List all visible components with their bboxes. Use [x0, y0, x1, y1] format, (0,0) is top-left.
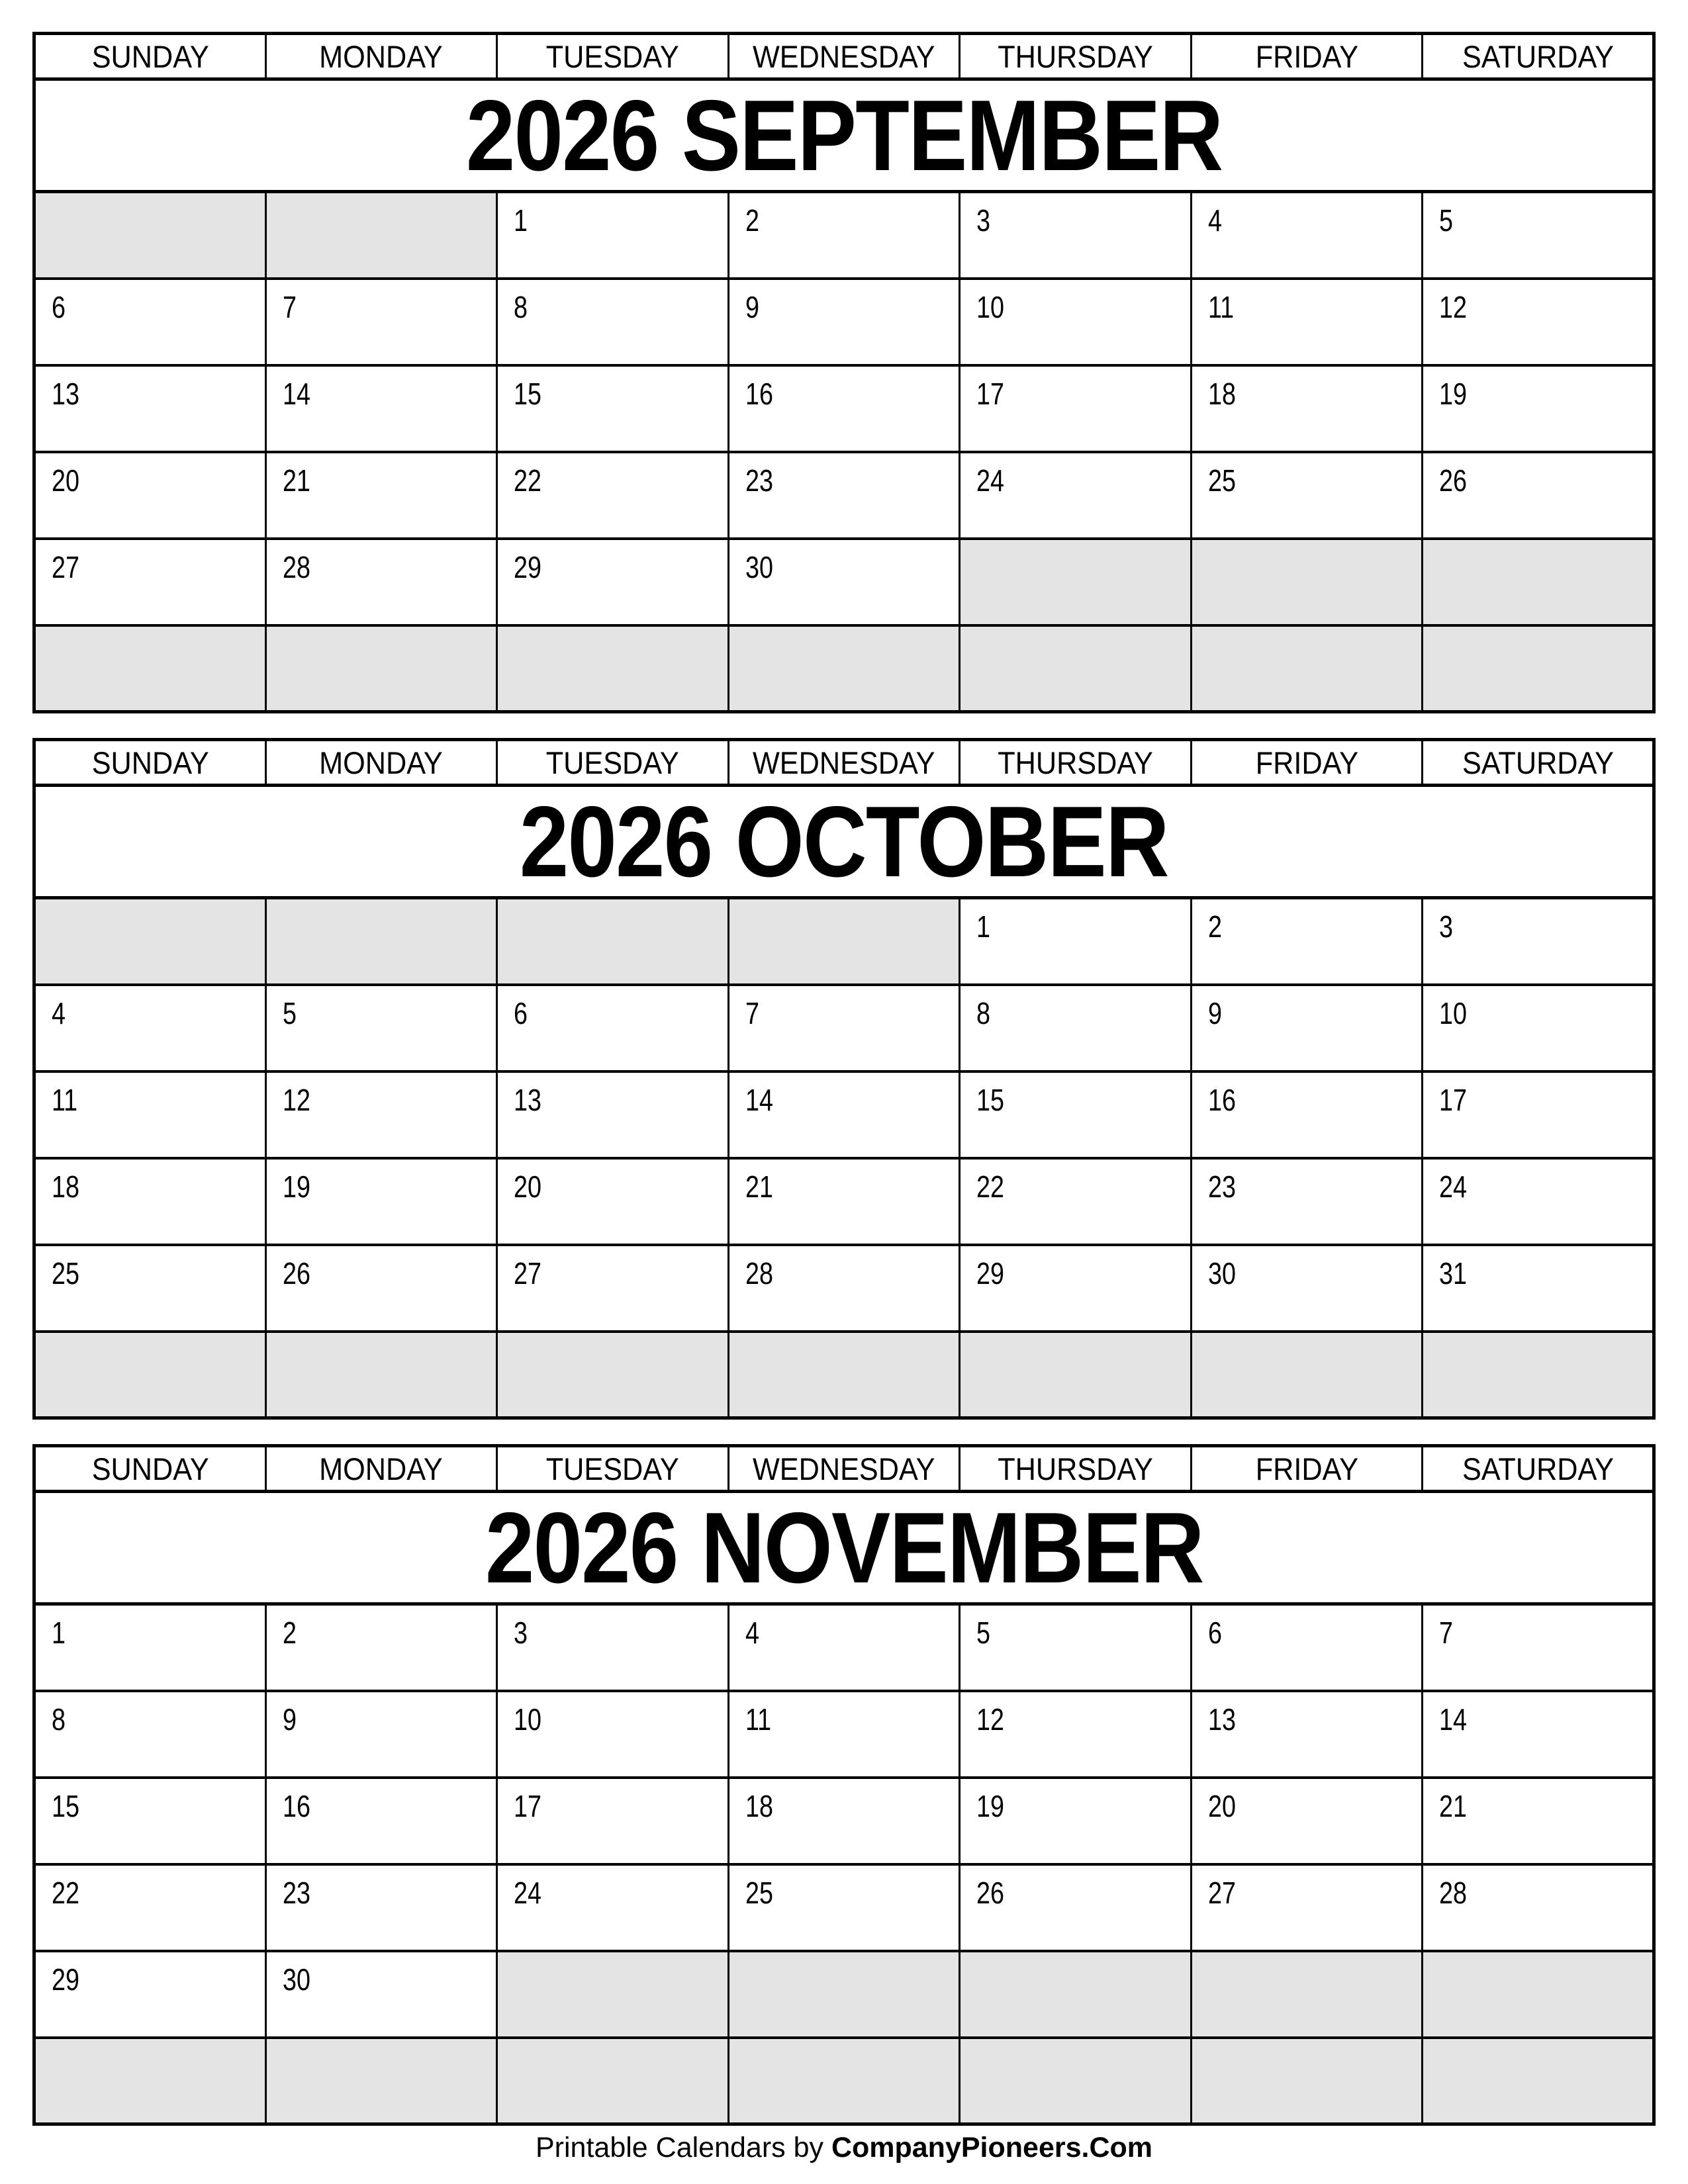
- day-number: 26: [282, 1255, 310, 1291]
- day-number: 28: [745, 1255, 773, 1291]
- day-cell: [728, 1864, 960, 1951]
- day-cell: [265, 1158, 497, 1245]
- day-number: 9: [282, 1702, 297, 1737]
- day-number: 14: [282, 376, 310, 411]
- week-row: [34, 452, 1654, 539]
- day-number: 21: [1439, 1788, 1468, 1823]
- empty-cell: [728, 1332, 960, 1418]
- day-number: 16: [282, 1788, 310, 1823]
- weekday-header-cell: [1423, 1446, 1654, 1492]
- day-cell: [34, 539, 266, 625]
- empty-cell: [1423, 1951, 1654, 2038]
- day-cell: [960, 1158, 1192, 1245]
- day-cell: [728, 1604, 960, 1691]
- day-cell: [497, 1604, 729, 1691]
- day-number: 13: [52, 376, 79, 411]
- empty-cell: [34, 192, 266, 279]
- day-number: 4: [52, 995, 66, 1030]
- day-number: 7: [745, 995, 759, 1030]
- day-number: 8: [514, 289, 528, 324]
- weekday-header-row: [34, 1446, 1654, 1492]
- day-cell: [497, 1778, 729, 1864]
- day-cell: [34, 1778, 266, 1864]
- day-number: 11: [52, 1082, 78, 1117]
- calendar-september-2026: [32, 32, 1656, 713]
- day-cell: [960, 1245, 1192, 1332]
- empty-cell: [1191, 1951, 1423, 2038]
- weekday-header-cell: [728, 740, 960, 786]
- day-cell: [34, 452, 266, 539]
- day-number: 28: [1439, 1875, 1468, 1910]
- day-number: 1: [52, 1615, 66, 1650]
- weekday-header-cell: [34, 1446, 266, 1492]
- day-cell: [34, 1691, 266, 1778]
- day-cell: [1423, 1778, 1654, 1864]
- empty-cell: [265, 2038, 497, 2124]
- empty-cell: [34, 898, 266, 985]
- empty-cell: [34, 1332, 266, 1418]
- weekday-label: FRIDAY: [1255, 745, 1358, 780]
- day-cell: [1191, 898, 1423, 985]
- empty-cell: [960, 1332, 1192, 1418]
- day-cell: [497, 985, 729, 1071]
- day-cell: [728, 539, 960, 625]
- empty-cell: [728, 1951, 960, 2038]
- day-cell: [1191, 365, 1423, 452]
- day-number: 18: [745, 1788, 773, 1823]
- day-cell: [265, 1951, 497, 2038]
- day-number: 15: [52, 1788, 79, 1823]
- day-cell: [728, 192, 960, 279]
- weekday-header-cell: [960, 1446, 1192, 1492]
- day-number: 20: [1207, 1788, 1236, 1823]
- day-number: 1: [514, 203, 528, 238]
- day-number: 16: [745, 376, 773, 411]
- weekday-header-cell: [728, 34, 960, 79]
- empty-cell: [728, 625, 960, 712]
- weekday-label: MONDAY: [319, 745, 444, 780]
- day-cell: [265, 539, 497, 625]
- weekday-header-cell: [497, 1446, 729, 1492]
- weekday-header-cell: [1191, 1446, 1423, 1492]
- day-cell: [497, 452, 729, 539]
- day-cell: [728, 365, 960, 452]
- day-number: 7: [1439, 1615, 1454, 1650]
- day-number: 13: [1207, 1702, 1236, 1737]
- day-cell: [960, 452, 1192, 539]
- day-cell: [960, 985, 1192, 1071]
- empty-cell: [960, 539, 1192, 625]
- month-title: 2026 NOVEMBER: [485, 1491, 1203, 1604]
- day-cell: [497, 1691, 729, 1778]
- day-cell: [960, 1604, 1192, 1691]
- day-cell: [1423, 192, 1654, 279]
- day-cell: [728, 1158, 960, 1245]
- day-number: 9: [745, 289, 759, 324]
- day-cell: [1423, 365, 1654, 452]
- weekday-header-cell: [34, 740, 266, 786]
- day-number: 23: [745, 463, 773, 498]
- week-row: [34, 1691, 1654, 1778]
- week-row: [34, 625, 1654, 712]
- day-cell: [960, 1071, 1192, 1158]
- day-number: 19: [282, 1169, 310, 1204]
- empty-cell: [265, 898, 497, 985]
- day-cell: [960, 279, 1192, 365]
- day-number: 18: [1207, 376, 1236, 411]
- weekday-label: WEDNESDAY: [753, 38, 935, 74]
- weekday-label: SUNDAY: [91, 745, 209, 780]
- day-cell: [34, 1951, 266, 2038]
- empty-cell: [1423, 2038, 1654, 2124]
- week-row: [34, 2038, 1654, 2124]
- day-cell: [1423, 1604, 1654, 1691]
- day-cell: [265, 1691, 497, 1778]
- day-cell: [728, 985, 960, 1071]
- weekday-header-cell: [265, 34, 497, 79]
- week-row: [34, 1332, 1654, 1418]
- day-cell: [960, 1864, 1192, 1951]
- weekday-header-cell: [497, 34, 729, 79]
- day-number: 8: [976, 995, 991, 1030]
- week-row: [34, 539, 1654, 625]
- day-number: 30: [1207, 1255, 1236, 1291]
- empty-cell: [497, 1332, 729, 1418]
- week-row: [34, 1864, 1654, 1951]
- day-number: 30: [745, 549, 773, 584]
- week-row: [34, 1245, 1654, 1332]
- day-cell: [1423, 1245, 1654, 1332]
- day-cell: [1423, 1864, 1654, 1951]
- day-cell: [960, 365, 1192, 452]
- day-number: 27: [514, 1255, 542, 1291]
- week-row: [34, 279, 1654, 365]
- day-cell: [960, 192, 1192, 279]
- empty-cell: [1191, 1332, 1423, 1418]
- day-cell: [960, 898, 1192, 985]
- day-cell: [1423, 1691, 1654, 1778]
- week-row: [34, 1604, 1654, 1691]
- day-number: 15: [514, 376, 542, 411]
- empty-cell: [960, 2038, 1192, 2124]
- weekday-label: SUNDAY: [91, 1451, 209, 1486]
- day-number: 22: [514, 463, 542, 498]
- month-title-row: [34, 786, 1654, 898]
- empty-cell: [34, 2038, 266, 2124]
- footer-text: [0, 2130, 1688, 2167]
- weekday-header-cell: [265, 740, 497, 786]
- month-title-cell: [34, 786, 1654, 898]
- day-cell: [960, 1778, 1192, 1864]
- day-cell: [1423, 452, 1654, 539]
- day-cell: [1191, 985, 1423, 1071]
- day-number: 14: [745, 1082, 773, 1117]
- weekday-label: SUNDAY: [91, 38, 209, 74]
- day-number: 29: [52, 1962, 79, 1997]
- day-cell: [497, 1071, 729, 1158]
- week-row: [34, 1071, 1654, 1158]
- day-number: 21: [745, 1169, 773, 1204]
- day-number: 31: [1439, 1255, 1468, 1291]
- day-number: 2: [745, 203, 759, 238]
- week-row: [34, 898, 1654, 985]
- weekday-header-cell: [497, 740, 729, 786]
- day-number: 4: [1207, 203, 1222, 238]
- day-number: 10: [1439, 995, 1468, 1030]
- empty-cell: [497, 2038, 729, 2124]
- day-number: 17: [976, 376, 1005, 411]
- weekday-label: MONDAY: [319, 38, 444, 74]
- weekday-label: WEDNESDAY: [753, 1451, 935, 1486]
- weekday-label: SATURDAY: [1462, 745, 1614, 780]
- month-title-cell: [34, 1492, 1654, 1604]
- day-number: 3: [514, 1615, 528, 1650]
- empty-cell: [1423, 1332, 1654, 1418]
- day-cell: [728, 279, 960, 365]
- month-title: 2026 OCTOBER: [520, 785, 1168, 898]
- week-row: [34, 1951, 1654, 2038]
- day-cell: [1191, 192, 1423, 279]
- weekday-header-cell: [728, 1446, 960, 1492]
- empty-cell: [265, 625, 497, 712]
- day-cell: [728, 1691, 960, 1778]
- day-number: 6: [514, 995, 528, 1030]
- day-cell: [497, 539, 729, 625]
- weekday-label: FRIDAY: [1255, 38, 1358, 74]
- footer-prefix: Printable Calendars by: [535, 2132, 831, 2163]
- day-cell: [1423, 279, 1654, 365]
- day-number: 13: [514, 1082, 542, 1117]
- month-title-row: [34, 1492, 1654, 1604]
- day-number: 26: [976, 1875, 1005, 1910]
- day-number: 26: [1439, 463, 1468, 498]
- empty-cell: [1423, 625, 1654, 712]
- day-number: 17: [1439, 1082, 1468, 1117]
- weekday-label: THURSDAY: [998, 745, 1153, 780]
- day-number: 3: [1439, 909, 1454, 944]
- day-number: 24: [514, 1875, 542, 1910]
- weekday-label: THURSDAY: [998, 1451, 1153, 1486]
- day-cell: [34, 985, 266, 1071]
- weekday-header-cell: [34, 34, 266, 79]
- day-number: 25: [745, 1875, 773, 1910]
- day-number: 6: [52, 289, 66, 324]
- day-number: 27: [52, 549, 79, 584]
- day-cell: [1423, 1071, 1654, 1158]
- day-number: 19: [976, 1788, 1005, 1823]
- weekday-label: WEDNESDAY: [753, 745, 935, 780]
- day-cell: [497, 192, 729, 279]
- week-row: [34, 192, 1654, 279]
- day-cell: [728, 1245, 960, 1332]
- day-number: 16: [1207, 1082, 1236, 1117]
- day-number: 30: [282, 1962, 310, 1997]
- empty-cell: [960, 1951, 1192, 2038]
- day-number: 14: [1439, 1702, 1468, 1737]
- weekday-label: THURSDAY: [998, 38, 1153, 74]
- day-number: 17: [514, 1788, 542, 1823]
- day-number: 23: [1207, 1169, 1236, 1204]
- weekday-label: TUESDAY: [545, 745, 679, 780]
- day-number: 5: [1439, 203, 1454, 238]
- day-number: 6: [1207, 1615, 1222, 1650]
- day-number: 24: [976, 463, 1005, 498]
- day-number: 24: [1439, 1169, 1468, 1204]
- calendar-october-2026: [32, 738, 1656, 1420]
- day-number: 1: [976, 909, 991, 944]
- weekday-label: MONDAY: [319, 1451, 444, 1486]
- day-number: 20: [52, 463, 79, 498]
- day-cell: [265, 1245, 497, 1332]
- day-cell: [1423, 898, 1654, 985]
- day-number: 12: [282, 1082, 310, 1117]
- day-cell: [34, 1245, 266, 1332]
- day-number: 2: [282, 1615, 297, 1650]
- month-title-row: [34, 79, 1654, 192]
- weekday-header-cell: [1191, 34, 1423, 79]
- empty-cell: [34, 625, 266, 712]
- day-cell: [265, 279, 497, 365]
- week-row: [34, 985, 1654, 1071]
- day-number: 20: [514, 1169, 542, 1204]
- day-number: 4: [745, 1615, 759, 1650]
- day-cell: [728, 1778, 960, 1864]
- day-number: 11: [745, 1702, 771, 1737]
- day-cell: [265, 985, 497, 1071]
- day-cell: [497, 365, 729, 452]
- empty-cell: [497, 1951, 729, 2038]
- day-number: 29: [976, 1255, 1005, 1291]
- day-number: 22: [52, 1875, 79, 1910]
- day-cell: [34, 365, 266, 452]
- day-number: 5: [976, 1615, 991, 1650]
- weekday-header-cell: [1423, 740, 1654, 786]
- day-cell: [497, 1245, 729, 1332]
- day-number: 3: [976, 203, 991, 238]
- day-cell: [265, 1071, 497, 1158]
- empty-cell: [1191, 625, 1423, 712]
- day-cell: [497, 279, 729, 365]
- empty-cell: [1191, 2038, 1423, 2124]
- day-cell: [1191, 1245, 1423, 1332]
- empty-cell: [1191, 539, 1423, 625]
- day-number: 5: [282, 995, 297, 1030]
- weekday-header-row: [34, 34, 1654, 79]
- day-cell: [265, 452, 497, 539]
- footer-brand: CompanyPioneers.Com: [831, 2132, 1153, 2163]
- week-row: [34, 1778, 1654, 1864]
- empty-cell: [1423, 539, 1654, 625]
- weekday-label: FRIDAY: [1255, 1451, 1358, 1486]
- day-cell: [34, 1158, 266, 1245]
- day-cell: [960, 1691, 1192, 1778]
- empty-cell: [265, 1332, 497, 1418]
- day-number: 22: [976, 1169, 1005, 1204]
- day-number: 12: [976, 1702, 1005, 1737]
- day-cell: [34, 279, 266, 365]
- day-cell: [265, 1604, 497, 1691]
- day-cell: [1191, 1778, 1423, 1864]
- weekday-label: SATURDAY: [1462, 38, 1614, 74]
- weekday-label: SATURDAY: [1462, 1451, 1614, 1486]
- day-number: 10: [514, 1702, 542, 1737]
- weekday-label: TUESDAY: [545, 38, 679, 74]
- day-number: 11: [1207, 289, 1234, 324]
- day-cell: [34, 1071, 266, 1158]
- day-cell: [1191, 1071, 1423, 1158]
- day-cell: [265, 365, 497, 452]
- day-cell: [497, 1864, 729, 1951]
- day-cell: [1191, 279, 1423, 365]
- day-number: 25: [52, 1255, 79, 1291]
- day-number: 15: [976, 1082, 1005, 1117]
- day-number: 29: [514, 549, 542, 584]
- day-cell: [497, 1158, 729, 1245]
- empty-cell: [728, 898, 960, 985]
- day-cell: [34, 1864, 266, 1951]
- empty-cell: [497, 625, 729, 712]
- day-cell: [34, 1604, 266, 1691]
- weekday-header-row: [34, 740, 1654, 786]
- weekday-header-cell: [1423, 34, 1654, 79]
- day-number: 23: [282, 1875, 310, 1910]
- day-cell: [728, 452, 960, 539]
- day-number: 9: [1207, 995, 1222, 1030]
- day-cell: [728, 1071, 960, 1158]
- weekday-label: TUESDAY: [545, 1451, 679, 1486]
- day-number: 10: [976, 289, 1005, 324]
- day-cell: [1191, 1604, 1423, 1691]
- day-number: 7: [282, 289, 297, 324]
- day-cell: [1423, 1158, 1654, 1245]
- week-row: [34, 1158, 1654, 1245]
- day-number: 8: [52, 1702, 66, 1737]
- empty-cell: [728, 2038, 960, 2124]
- weekday-header-cell: [265, 1446, 497, 1492]
- day-number: 25: [1207, 463, 1236, 498]
- calendar-november-2026: [32, 1444, 1656, 2126]
- empty-cell: [497, 898, 729, 985]
- month-title-cell: [34, 79, 1654, 192]
- day-cell: [1191, 1158, 1423, 1245]
- day-number: 2: [1207, 909, 1222, 944]
- day-number: 19: [1439, 376, 1468, 411]
- weekday-header-cell: [960, 740, 1192, 786]
- day-cell: [1191, 1864, 1423, 1951]
- day-number: 21: [282, 463, 310, 498]
- day-number: 12: [1439, 289, 1468, 324]
- day-number: 28: [282, 549, 310, 584]
- weekday-header-cell: [960, 34, 1192, 79]
- weekday-header-cell: [1191, 740, 1423, 786]
- day-cell: [1423, 985, 1654, 1071]
- month-title: 2026 SEPTEMBER: [465, 79, 1223, 192]
- empty-cell: [265, 192, 497, 279]
- day-cell: [1191, 452, 1423, 539]
- day-number: 27: [1207, 1875, 1236, 1910]
- day-cell: [1191, 1691, 1423, 1778]
- day-cell: [265, 1778, 497, 1864]
- day-cell: [265, 1864, 497, 1951]
- week-row: [34, 365, 1654, 452]
- empty-cell: [960, 625, 1192, 712]
- day-number: 18: [52, 1169, 79, 1204]
